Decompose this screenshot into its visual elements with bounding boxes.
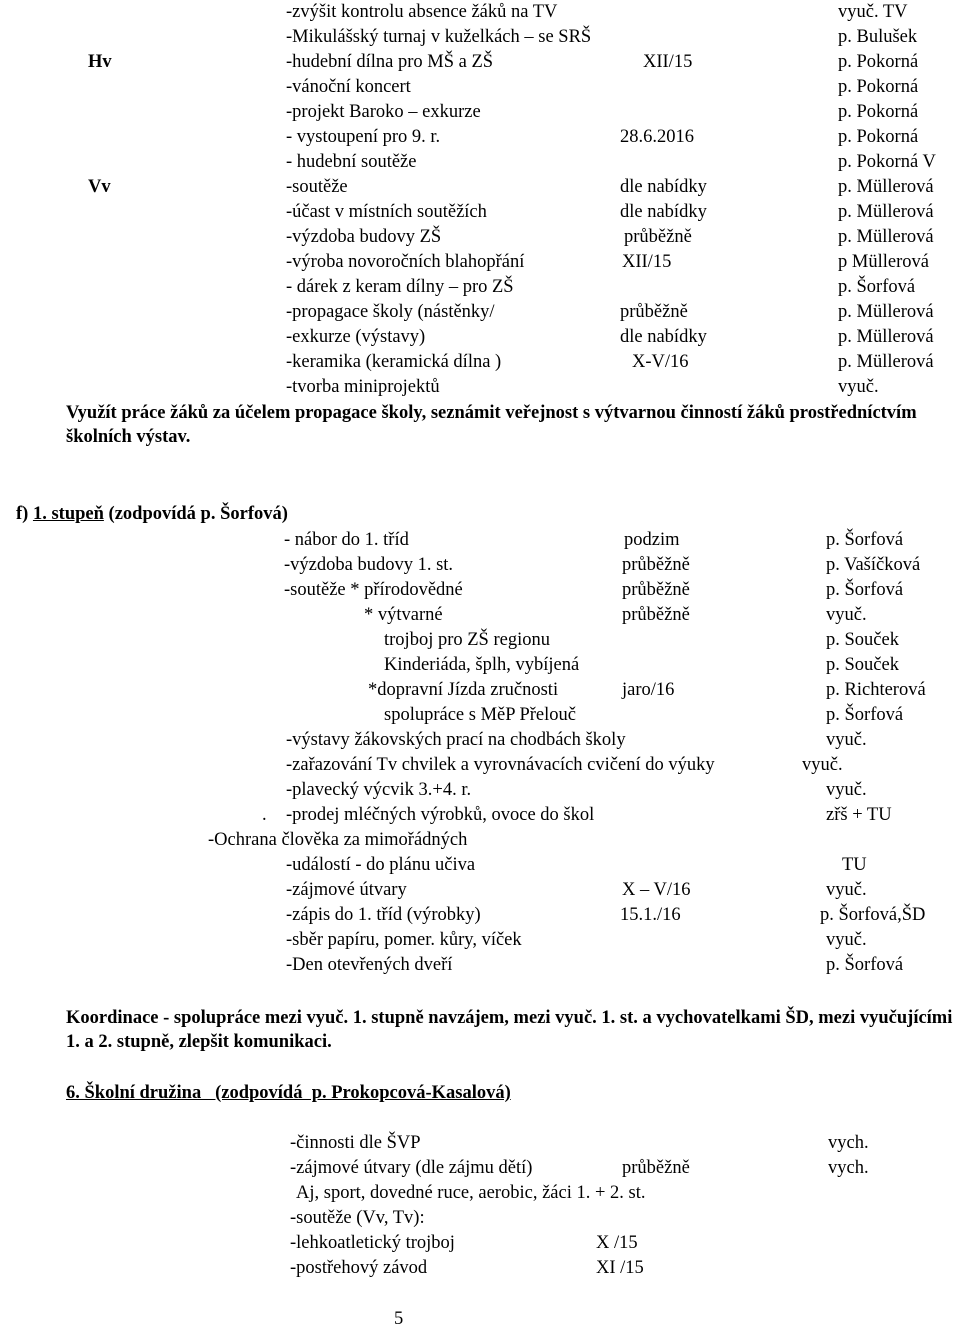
responsible-text: p. Pokorná V [838,152,936,172]
activity-text: -výstavy žákovských prací na chodbách školy [286,730,626,750]
date-text: jaro/16 [622,680,675,700]
section-f-heading [16,505,288,524]
activity-text: trojboj pro ZŠ regionu [384,630,550,650]
responsible-text: p. Pokorná [838,77,919,97]
activity-text: -Den otevřených dveří [286,955,453,975]
date-text: průběžně [622,1158,690,1178]
date-text: dle nabídky [620,327,707,347]
activity-text: -zvýšit kontrolu absence žáků na TV [286,2,558,22]
activity-text: Kinderiáda, šplh, vybíjená [384,655,580,675]
responsible-text: vyuč. [826,730,867,750]
activity-text: -propagace školy (nástěnky/ [286,302,495,322]
responsible-text: p Müllerová [838,252,929,272]
date-text: průběžně [624,227,692,247]
activity-text: * výtvarné [364,605,443,625]
date-text: X-V/16 [632,352,689,372]
activity-text: -soutěže * přírodovědné [284,580,463,600]
responsible-text: TU [842,855,867,875]
date-text: 28.6.2016 [620,127,694,147]
responsible-text: p. Šorfová [826,955,904,975]
activity-text: -keramika (keramická dílna ) [286,352,502,372]
responsible-text: p. Müllerová [838,302,934,322]
row-marker: . [262,805,267,825]
date-text: průběžně [622,605,690,625]
responsible-text: p. Bulušek [838,27,918,47]
responsible-text: p. Šorfová [826,530,904,550]
date-text: XII/15 [643,52,693,72]
date-text: XI /15 [596,1258,644,1278]
date-text: X /15 [596,1233,638,1253]
responsible-text: p. Müllerová [838,227,934,247]
responsible-text: p. Müllerová [838,352,934,372]
date-text: dle nabídky [620,202,707,222]
responsible-text: p. Šorfová,ŠD [820,905,926,925]
activity-text: -sběr papíru, pomer. kůry, víček [286,930,522,950]
responsible-text: zřš + TU [826,805,892,825]
activity-text: -činnosti dle ŠVP [290,1133,421,1153]
subject-label: Hv [88,52,112,72]
activity-text: -lehkoatletický trojboj [290,1233,455,1253]
responsible-text: p. Šorfová [838,277,916,297]
date-text: 15.1./16 [620,905,681,925]
activity-text: -vánoční koncert [286,77,411,97]
activity-text: -zařazování Tv chvilek a vyrovnávacích cvičení do výuky [286,755,715,775]
responsible-text: vyuč. [826,930,867,950]
responsible-text: vyuč. [826,605,867,625]
date-text: XII/15 [622,252,672,272]
responsible-text: vych. [828,1133,869,1153]
activity-text: *dopravní Jízda zručnosti [368,680,559,700]
responsible-text: vyuč. [838,377,879,397]
activity-text: -projekt Baroko – exkurze [286,102,481,122]
activity-text: - nábor do 1. tříd [284,530,409,550]
responsible-text: p. Pokorná [838,52,919,72]
date-text: průběžně [620,302,688,322]
activity-text: -událostí - do plánu učiva [286,855,476,875]
subject-label: Vv [88,177,111,197]
activity-text: -hudební dílna pro MŠ a ZŠ [286,52,494,72]
section-6-heading: 6. Školní družina (zodpovídá p. Prokopcová-Kasalová) [66,1083,511,1103]
responsible-text: vyuč. [826,780,867,800]
activity-text: -zápis do 1. tříd (výrobky) [286,905,481,925]
responsible-text: vyuč. TV [838,2,908,22]
date-text: podzim [624,530,680,550]
responsible-text: vych. [828,1158,869,1178]
responsible-text: p. Müllerová [838,177,934,197]
responsible-text: p. Vašíčková [826,555,921,575]
responsible-text: p. Richterová [826,680,926,700]
activity-text: -prodej mléčných výrobků, ovoce do škol [286,805,595,825]
activity-text: -Mikulášský turnaj v kuželkách – se SRŠ [286,27,592,47]
responsible-text: p. Souček [826,630,899,650]
section-f-suffix: (zodpovídá p. Šorfová) [103,504,288,524]
activity-text: -plavecký výcvik 3.+4. r. [286,780,472,800]
activity-text: Aj, sport, dovedné ruce, aerobic, žáci 1. + 2. st. [296,1183,646,1203]
responsible-text: p. Souček [826,655,899,675]
responsible-text: vyuč. [826,880,867,900]
activity-text: -Ochrana člověka za mimořádných [208,830,468,850]
activity-text: -soutěže [286,177,348,197]
activity-text: spolupráce s MěP Přelouč [384,705,576,725]
activity-text: - hudební soutěže [286,152,417,172]
date-text: dle nabídky [620,177,707,197]
responsible-text: p. Müllerová [838,327,934,347]
activity-text: -výzdoba budovy 1. st. [284,555,454,575]
responsible-text: p. Šorfová [826,705,904,725]
responsible-text: p. Šorfová [826,580,904,600]
activity-text: -výzdoba budovy ZŠ [286,227,442,247]
activity-text: - vystoupení pro 9. r. [286,127,441,147]
page-number: 5 [394,1309,404,1329]
section-a-goal: Využít práce žáků za účelem propagace školy, seznámit veřejnost s výtvarnou činností žáků prostředníctvím školních výstav. [66,403,917,447]
responsible-text: p. Pokorná [838,102,919,122]
activity-text: -zájmové útvary (dle zájmu dětí) [290,1158,533,1178]
responsible-text: vyuč. [802,755,843,775]
date-text: X – V/16 [622,880,691,900]
date-text: průběžně [622,555,690,575]
activity-text: -soutěže (Vv, Tv): [290,1208,425,1228]
activity-text: -exkurze (výstavy) [286,327,426,347]
responsible-text: p. Müllerová [838,202,934,222]
activity-text: -účast v místních soutěžích [286,202,487,222]
activity-text: -postřehový závod [290,1258,428,1278]
section-f-prefix: f) [16,504,33,524]
activity-text: -tvorba miniprojektů [286,377,440,397]
section-f-coordination: Koordinace - spolupráce mezi vyuč. 1. stupně navzájem, mezi vyuč. 1. st. a vychovatelkami ŠD, mezi vyučujícími 1. a 2. stupně, zlepšit komunikaci. [66,1008,953,1052]
section-f-title: 1. stupeň [32,504,104,524]
activity-text: -zájmové útvary [286,880,407,900]
responsible-text: p. Pokorná [838,127,919,147]
date-text: průběžně [622,580,690,600]
activity-text: -výroba novoročních blahopřání [286,252,525,272]
activity-text: - dárek z keram dílny – pro ZŠ [286,277,514,297]
